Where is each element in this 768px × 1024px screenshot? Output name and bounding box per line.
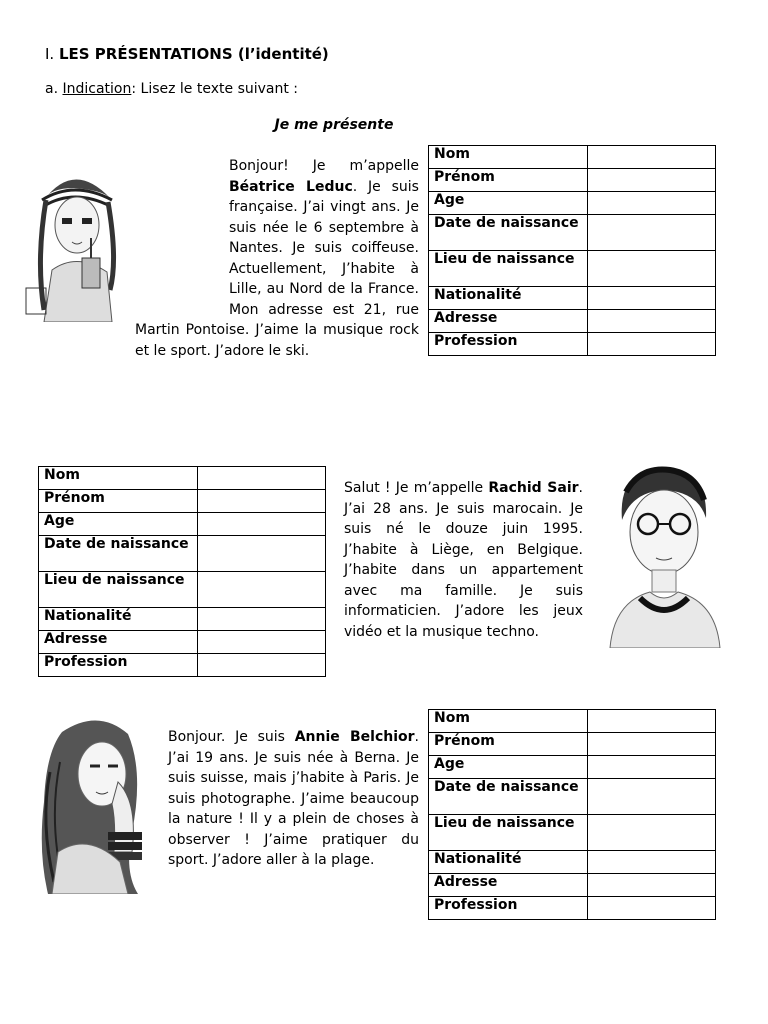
annie-paragraph bbox=[168, 727, 419, 871]
beatrice-intro: Bonjour! Je m’appelle bbox=[229, 158, 419, 174]
section-number: I. bbox=[45, 45, 59, 63]
label-date: Date de naissance bbox=[429, 779, 588, 815]
value-age-3[interactable] bbox=[588, 756, 716, 779]
identity-table-2 bbox=[38, 466, 326, 677]
value-lieu-3[interactable] bbox=[588, 815, 716, 851]
annie-intro: Bonjour. Je suis bbox=[168, 729, 295, 745]
value-prenom-2[interactable] bbox=[198, 490, 326, 513]
instruction-label: Indication bbox=[62, 81, 132, 97]
label-nom: Nom bbox=[429, 146, 588, 169]
value-age-2[interactable] bbox=[198, 513, 326, 536]
float-spacer bbox=[135, 156, 229, 320]
value-nom-1[interactable] bbox=[588, 146, 716, 169]
label-date: Date de naissance bbox=[429, 215, 588, 251]
rachid-description: . J’ai 28 ans. Je suis marocain. Je suis né le douze juin 1995. J’habite à Liège, en Belgique. J’habite dans un appartement avec ma famille. Je suis informaticien. J’adore les jeux vidéo et la musique techno. bbox=[344, 480, 583, 640]
label-nationalite: Nationalité bbox=[429, 851, 588, 874]
value-age-1[interactable] bbox=[588, 192, 716, 215]
value-nom-3[interactable] bbox=[588, 710, 716, 733]
label-date: Date de naissance bbox=[39, 536, 198, 572]
value-nationalite-3[interactable] bbox=[588, 851, 716, 874]
label-lieu: Lieu de naissance bbox=[39, 572, 198, 608]
label-prenom: Prénom bbox=[39, 490, 198, 513]
label-adresse: Adresse bbox=[429, 874, 588, 897]
instruction-prefix: a. bbox=[45, 81, 63, 97]
identity-table-3 bbox=[428, 709, 716, 920]
annie-name: Annie Belchior bbox=[294, 729, 415, 745]
rachid-intro: Salut ! Je m’appelle bbox=[344, 480, 489, 496]
portrait-rachid-image bbox=[600, 462, 728, 648]
text-title: Je me présente bbox=[274, 117, 394, 133]
value-lieu-2[interactable] bbox=[198, 572, 326, 608]
label-lieu: Lieu de naissance bbox=[429, 815, 588, 851]
label-prenom: Prénom bbox=[429, 733, 588, 756]
label-prenom: Prénom bbox=[429, 169, 588, 192]
label-nationalite: Nationalité bbox=[429, 287, 588, 310]
beatrice-paragraph bbox=[135, 156, 419, 361]
value-lieu-1[interactable] bbox=[588, 251, 716, 287]
rachid-name: Rachid Sair bbox=[488, 480, 579, 496]
label-profession: Profession bbox=[39, 654, 198, 677]
label-nationalite: Nationalité bbox=[39, 608, 198, 631]
value-adresse-3[interactable] bbox=[588, 874, 716, 897]
value-profession-3[interactable] bbox=[588, 897, 716, 920]
value-prenom-1[interactable] bbox=[588, 169, 716, 192]
label-profession: Profession bbox=[429, 333, 588, 356]
value-nationalite-1[interactable] bbox=[588, 287, 716, 310]
portrait-beatrice-image bbox=[22, 160, 127, 322]
value-date-2[interactable] bbox=[198, 536, 326, 572]
label-age: Age bbox=[429, 192, 588, 215]
label-adresse: Adresse bbox=[429, 310, 588, 333]
value-nationalite-2[interactable] bbox=[198, 608, 326, 631]
value-adresse-1[interactable] bbox=[588, 310, 716, 333]
instruction-text: : Lisez le texte suivant : bbox=[131, 81, 299, 97]
label-age: Age bbox=[429, 756, 588, 779]
section-heading bbox=[45, 45, 329, 63]
beatrice-description: . Je suis française. J’ai vingt ans. Je suis née le 6 septembre à Nantes. Je suis coiffeuse. Actuellement, J’habite à Lille, au Nord de la France. Mon adresse est 21, rue Martin Pontoise. J’aime la musique rock et le sport. J’adore le ski. bbox=[135, 178, 419, 359]
value-nom-2[interactable] bbox=[198, 467, 326, 490]
portrait-annie-image bbox=[28, 712, 158, 894]
label-age: Age bbox=[39, 513, 198, 536]
annie-description: . J’ai 19 ans. Je suis née à Berna. Je suis suisse, mais j’habite à Paris. Je suis photographe. J’aime beaucoup la nature ! Il y a plein de choses à observer ! J’aime pratiquer du sport. J’adore aller à la plage. bbox=[168, 729, 419, 868]
label-nom: Nom bbox=[39, 467, 198, 490]
label-nom: Nom bbox=[429, 710, 588, 733]
rachid-paragraph bbox=[344, 478, 583, 642]
label-profession: Profession bbox=[429, 897, 588, 920]
value-profession-2[interactable] bbox=[198, 654, 326, 677]
value-prenom-3[interactable] bbox=[588, 733, 716, 756]
value-adresse-2[interactable] bbox=[198, 631, 326, 654]
value-profession-1[interactable] bbox=[588, 333, 716, 356]
label-lieu: Lieu de naissance bbox=[429, 251, 588, 287]
identity-table-1 bbox=[428, 145, 716, 356]
value-date-3[interactable] bbox=[588, 779, 716, 815]
beatrice-name: Béatrice Leduc bbox=[229, 178, 353, 195]
instruction-line bbox=[45, 81, 298, 97]
label-adresse: Adresse bbox=[39, 631, 198, 654]
value-date-1[interactable] bbox=[588, 215, 716, 251]
section-title: LES PRÉSENTATIONS (l’identité) bbox=[58, 45, 329, 63]
